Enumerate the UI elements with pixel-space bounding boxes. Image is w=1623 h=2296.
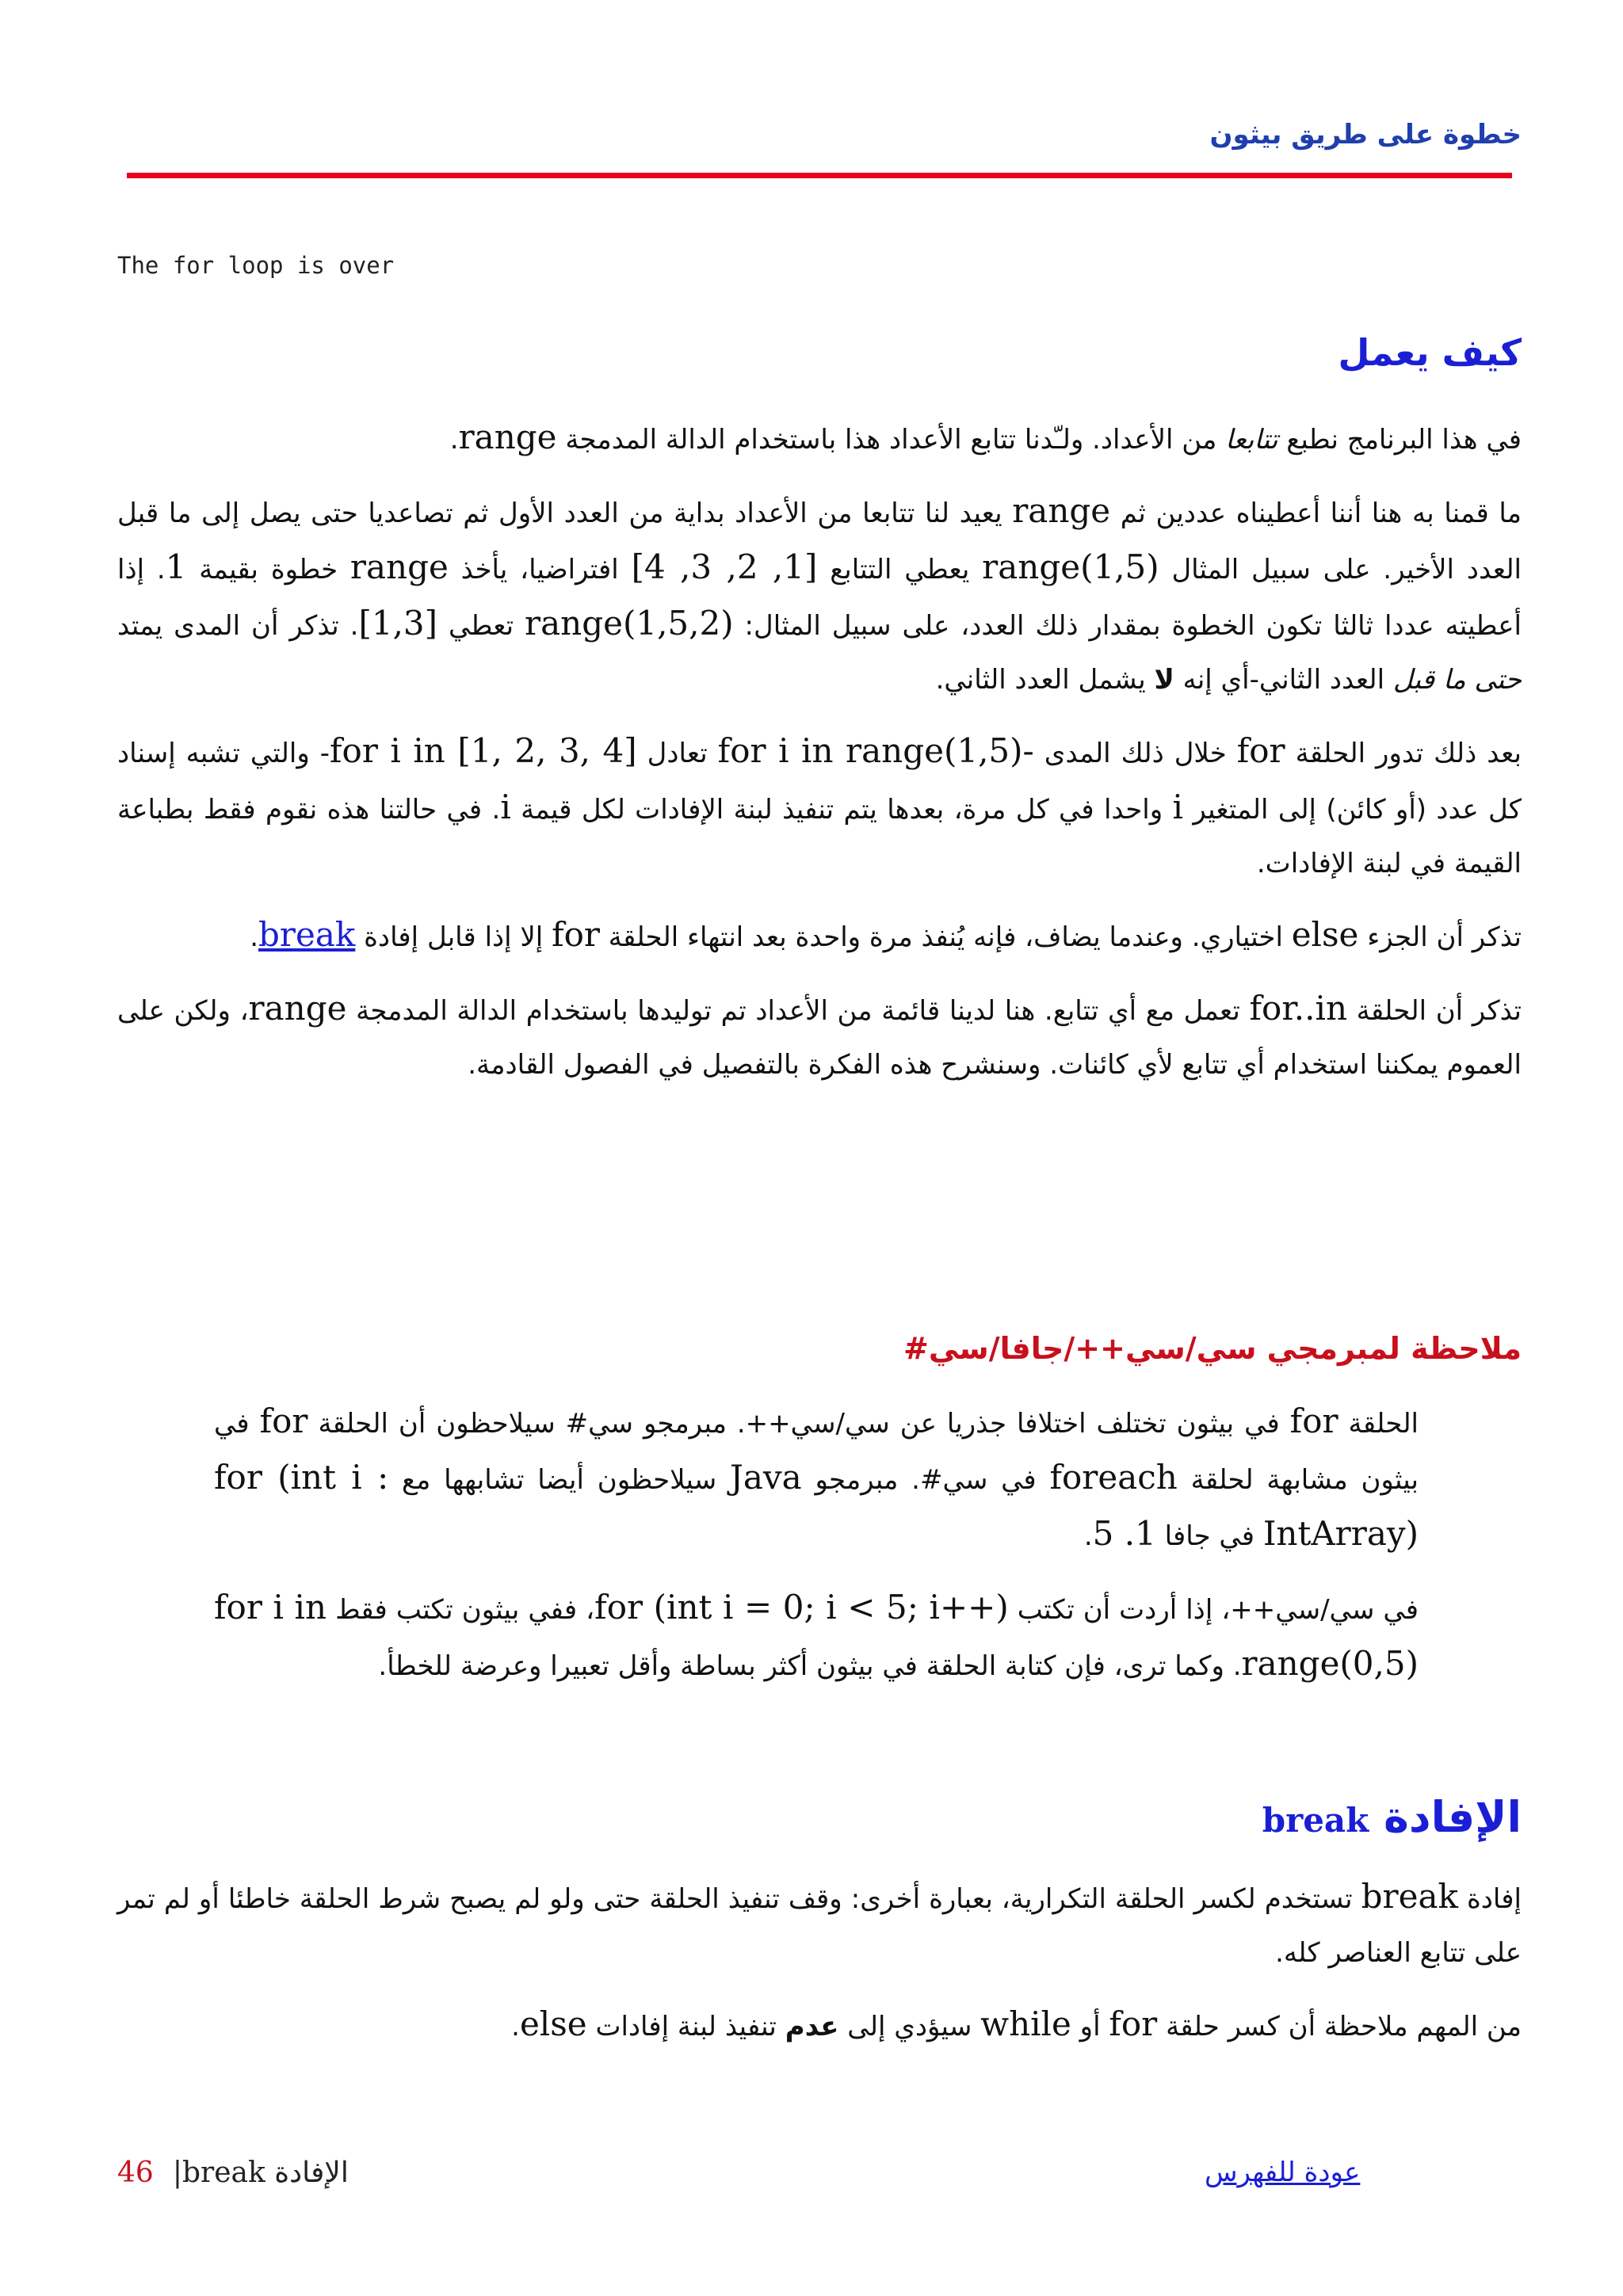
paragraph-range-details: ما قمنا به هنا أننا أعطيناه عددين ثم range يعيد لنا تتابعا من الأعداد بداية من العدد الأول ثم تصاعديا حتى يصل إلى ما قبل العدد الأخير. على سبيل المثال range(1,5) يعطي التتابع [1, 2, 3, 4] افتراضيا، يأخذ range خطوة بقيمة 1. إذا أعطيته عددا ثالثا تكون الخطوة بمقدار ذلك العدد، على سبيل المثال: range(1,5,2) تعطي [1,3]. تذكر أن المدى يمتد حتى ما قبل العدد الثاني-أي إنه لا يشمل العدد الثاني.: [117, 491, 1522, 696]
note-body: [214, 1394, 1419, 1693]
note-title: ملاحظة لمبرمجي سي/سي++/جافا/سي#: [903, 1331, 1522, 1366]
paragraph-range-intro: في هذا البرنامج نطبع تتابعا من الأعداد. ولـّدنا تتابع الأعداد هذا باستخدام الدالة المدمجة range.: [449, 418, 1522, 456]
paragraph-for-loop-iteration: بعد ذلك تدور الحلقة for خلال ذلك المدى -for i in range(1,5) تعادل for i in [1, 2, 3, 4]- والتي تشبه إسناد كل عدد (أو كائن) إلى المتغير i واحدا في كل مرة، بعدها يتم تنفيذ لبنة الإفادات لكل قيمة i. في حالتنا هذه نقوم فقط بطباعة القيمة في لبنة الإفادات.: [117, 731, 1522, 879]
footer-page-info: 46 |الإفادة break: [117, 2157, 349, 2189]
heading-break-statement: الإفادة break: [1262, 1792, 1522, 1842]
how-it-works-body: [117, 410, 1522, 1092]
paragraph-else-clause: تذكر أن الجزء else اختياري. وعندما يضاف، فإنه يُنفذ مرة واحدة بعد انتهاء الحلقة for إلا إذا قابل إفادة break.: [250, 915, 1522, 954]
paragraph-for-in-sequence: تذكر أن الحلقة for..in تعمل مع أي تتابع. هنا لدينا قائمة من الأعداد تم توليدها باستخدام الدالة المدمجة range، ولكن على العموم يمكننا استخدام أي تتابع لأي كائنات. وسنشرح هذه الفكرة بالتفصيل في الفصول القادمة.: [117, 989, 1522, 1081]
note-paragraph-comparison: الحلقة for في بيثون تختلف اختلافا جذريا عن سي/سي++. مبرمجو سي# سيلاحظون أن الحلقة for في بيثون مشابهة لحلقة foreach في سي#. مبرمجو Java سيلاحظون أيضا تشابهها مع for (int i : IntArray) في جافا 1. 5.: [214, 1402, 1419, 1553]
back-to-index-link[interactable]: عودة للفهرس: [1205, 2157, 1361, 2188]
footer-section-label: الإفادة break: [181, 2157, 349, 2189]
break-section-body: [117, 1870, 1522, 2054]
heading-how-it-works: كيف يعمل: [1338, 331, 1522, 374]
page-number: 46: [117, 2157, 154, 2189]
header-divider: [127, 173, 1512, 178]
break-link[interactable]: break: [258, 915, 356, 954]
code-output: The for loop is over: [117, 252, 395, 279]
paragraph-break-else-note: من المهم ملاحظة أن كسر حلقة for أو while سيؤدي إلى عدم تنفيذ لبنة إفادات else.: [511, 2004, 1522, 2043]
note-paragraph-c-syntax: في سي/سي++، إذا أردت أن تكتب for (int i = 0; i < 5; i++)، ففي بيثون تكتب فقط for i in range(0,5). وكما ترى، فإن كتابة الحلقة في بيثون أكثر بساطة وأقل تعبيرا وعرضة للخطأ.: [214, 1588, 1419, 1683]
header-title: خطوة على طريق بيثون: [1209, 119, 1522, 151]
paragraph-break-description: إفادة break تستخدم لكسر الحلقة التكرارية، بعبارة أخرى: وقف تنفيذ الحلقة حتى ولو لم يصبح شرط الحلقة خاطئا أو لم تمر على تتابع العناصر كله.: [117, 1877, 1522, 1969]
